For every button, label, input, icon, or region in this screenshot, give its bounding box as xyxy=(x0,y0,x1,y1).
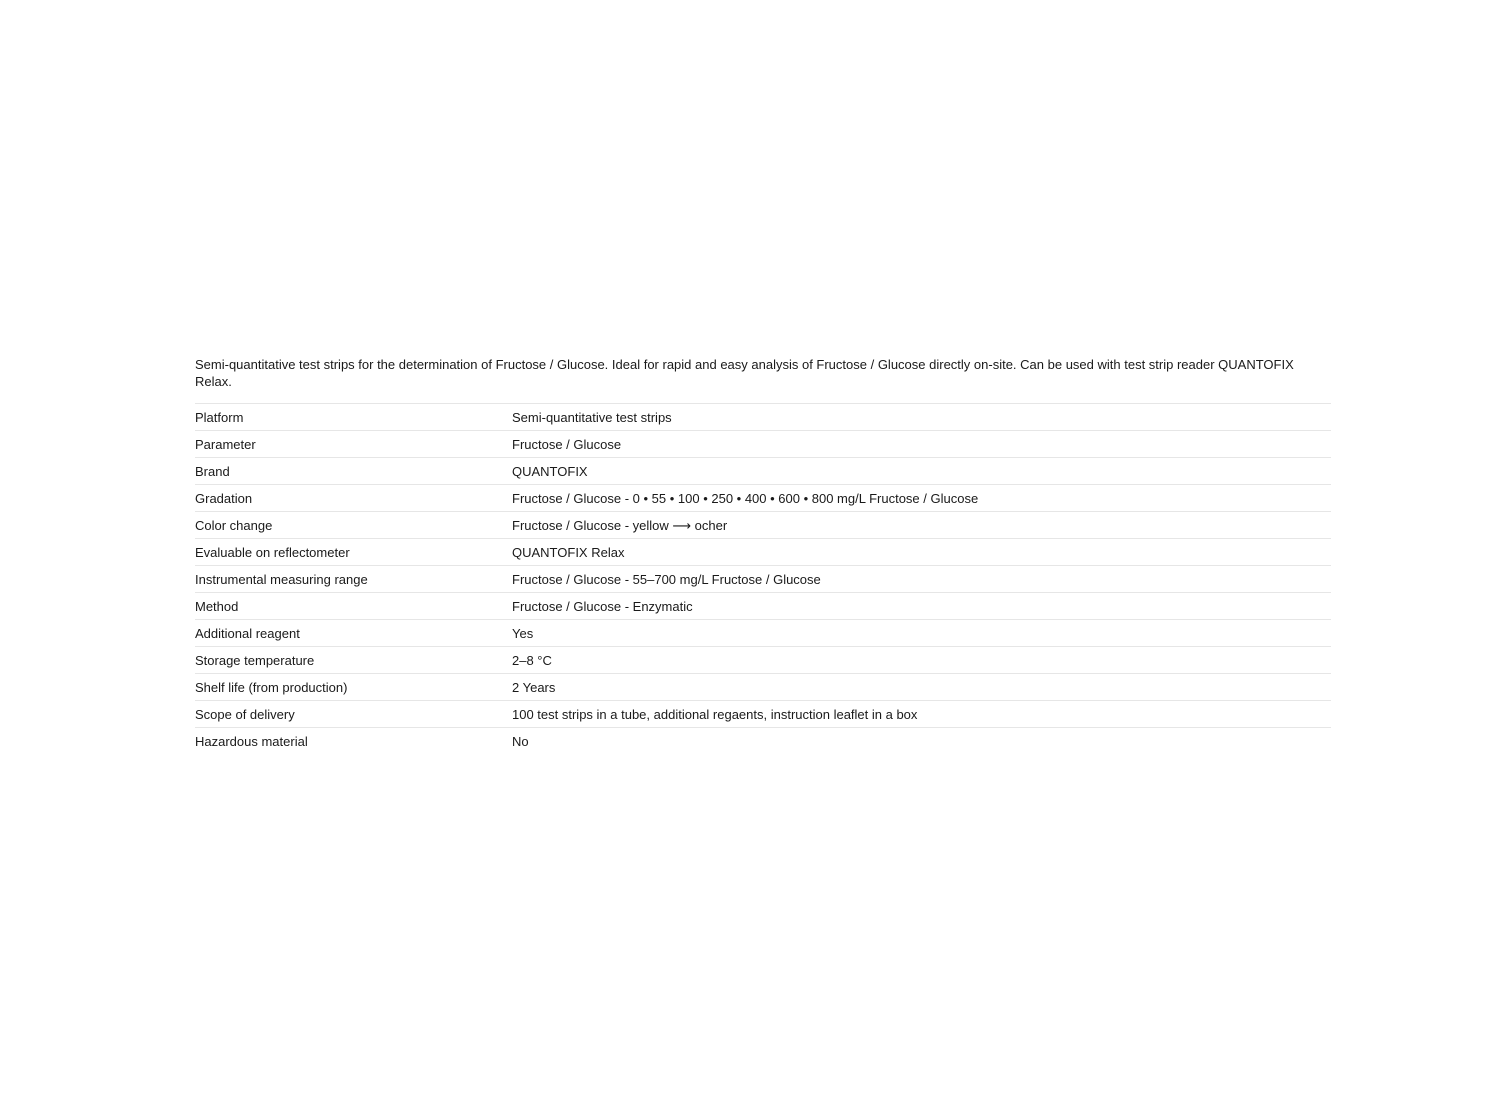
spec-label-method: Method xyxy=(195,598,239,614)
spec-label-additional-reagent: Additional reagent xyxy=(195,625,300,641)
table-row xyxy=(195,620,1331,647)
spec-value-storage-temperature: 2–8 °C xyxy=(512,652,552,668)
table-row xyxy=(195,431,1331,458)
table-row xyxy=(195,512,1331,539)
spec-label-hazardous-material: Hazardous material xyxy=(195,733,308,749)
table-row xyxy=(195,701,1331,728)
table-row xyxy=(195,404,1331,431)
table-row xyxy=(195,647,1331,674)
spec-label-storage-temperature: Storage temperature xyxy=(195,652,315,668)
table-row xyxy=(195,485,1331,512)
spec-value-shelf-life: 2 Years xyxy=(512,679,556,695)
spec-value-hazardous-material: No xyxy=(512,733,529,749)
spec-value-scope-of-delivery: 100 test strips in a tube, additional regaents, instruction leaflet in a box xyxy=(512,706,918,722)
spec-label-measuring-range: Instrumental measuring range xyxy=(195,571,368,587)
spec-value-parameter: Fructose / Glucose xyxy=(512,436,622,452)
spec-label-scope-of-delivery: Scope of delivery xyxy=(195,706,295,722)
table-row xyxy=(195,458,1331,485)
spec-label-platform: Platform xyxy=(195,409,244,425)
spec-label-parameter: Parameter xyxy=(195,436,256,452)
product-details xyxy=(195,356,1331,754)
spec-value-reflectometer: QUANTOFIX Relax xyxy=(512,544,625,560)
table-row xyxy=(195,593,1331,620)
spec-value-gradation: Fructose / Glucose - 0 • 55 • 100 • 250 • 400 • 600 • 800 mg/L Fructose / Glucose xyxy=(512,490,979,506)
spec-value-method: Fructose / Glucose - Enzymatic xyxy=(512,598,693,614)
spec-label-gradation: Gradation xyxy=(195,490,253,506)
spec-value-platform: Semi-quantitative test strips xyxy=(512,409,672,425)
spec-label-brand: Brand xyxy=(195,463,230,479)
spec-label-color-change: Color change xyxy=(195,517,273,533)
table-row xyxy=(195,566,1331,593)
spec-value-color-change: Fructose / Glucose - yellow ⟶ ocher xyxy=(512,517,728,533)
table-row xyxy=(195,674,1331,701)
spec-table xyxy=(195,403,1331,754)
table-row xyxy=(195,728,1331,755)
product-description: Semi-quantitative test strips for the determination of Fructose / Glucose. Ideal for rapid and easy analysis of Fructose / Glucose directly on-site. Can be used with test strip reader QUANTOFIX Relax. xyxy=(195,357,1294,389)
spec-label-reflectometer: Evaluable on reflectometer xyxy=(195,544,350,560)
table-row xyxy=(195,539,1331,566)
spec-value-measuring-range: Fructose / Glucose - 55–700 mg/L Fructose / Glucose xyxy=(512,571,821,587)
spec-label-shelf-life: Shelf life (from production) xyxy=(195,679,348,695)
spec-value-additional-reagent: Yes xyxy=(512,625,534,641)
spec-value-brand: QUANTOFIX xyxy=(512,463,588,479)
